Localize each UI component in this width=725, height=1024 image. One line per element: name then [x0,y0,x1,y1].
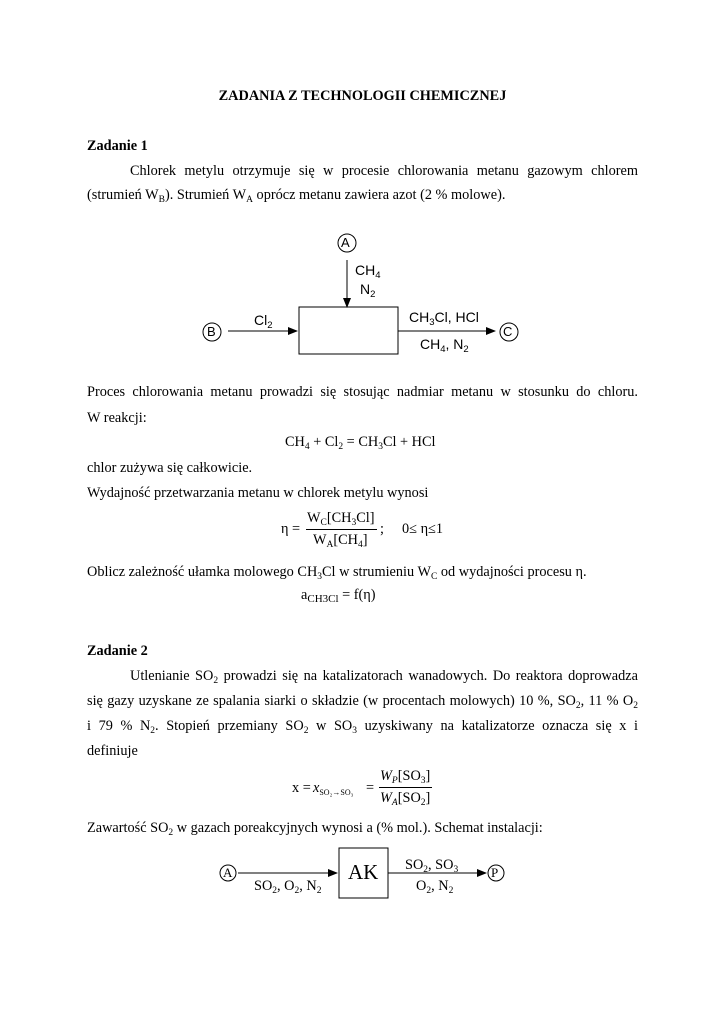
node-a-label: A [341,235,350,250]
task1-paragraph-5: Oblicz zależność ułamka molowego $CH_3Cl$ w strumieniu $W_C$ od wydajności procesu η. [87,564,587,582]
task2-heading: Zadanie 2 [87,643,148,659]
stream-a-n2: $N_2$ [360,281,376,300]
task1-paragraph-4: Wydajność przetwarzania metanu w chlorek metylu wynosi [87,485,429,501]
task2-line3: i 79 % $N_2$. Stopień przemiany $SO_2$ w $SO_3$ uzyskiwany na katalizatorze oznacza się x i [87,718,638,736]
eta-formula-lhs: η = [281,521,301,537]
x-formula-numerator: $W_P[SO_3]$ [380,768,431,786]
task2-line2: się gazy uzyskane ze spalania siarki o składzie (w procentach molowych) 10 %, $SO_2$, 11 % $O_2$ [87,693,638,711]
stream-p-top: $SO_2$, $SO_3$ [405,857,459,875]
task2-line5: Zawartość $SO_2$ w gazach poreakcyjnych wynosi a (% mol.). Schemat instalacji: [87,820,543,838]
page-title: ZADANIA Z TECHNOLOGII CHEMICZNEJ [218,88,507,104]
stream-c-bottom: $CH_4$, $N_2$ [420,336,469,355]
x-formula-denominator: $W_A[SO_2]$ [380,790,431,808]
task1-paragraph-3: chlor zużywa się całkowicie. [87,460,253,476]
task1-paragraph-2-line2: W reakcji: [87,410,147,426]
stream-b-cl2: $Cl_2$ [254,312,273,331]
x-formula-lhs: x = [292,780,311,796]
task2-line1: Utlenianie $SO_2$ prowadzi się na katalizatorach wanadowych. Do reaktora doprowadza [130,668,638,686]
eta-formula-semicolon: ; [380,521,384,537]
node-a2-label: A [223,865,233,880]
stream-p-bottom: $O_2$, $N_2$ [416,878,454,896]
ak-box-label: AK [348,860,379,884]
task2-line4: definiuje [87,743,138,759]
x-formula-x: $x_{SO_2\to SO_3}$ [313,780,354,797]
stream-a-ch4: $CH_4$ [355,262,381,281]
node-c-label: C [503,324,513,339]
task1-paragraph-line2: (strumień $W_B$). Strumień $W_A$ oprócz metanu zawiera azot (2 % molowe). [87,187,506,205]
node-p-label: P [491,865,499,880]
node-b-label: B [207,324,216,339]
function-expression: $a_{CH3Cl} = f(\eta)$ [301,587,376,605]
stream-c-top: $CH_3Cl$, HCl [409,309,479,328]
eta-formula-numerator: $W_C[CH_3Cl]$ [307,510,375,528]
task1-paragraph-line1: Chlorek metylu otrzymuje się w procesie chlorowania metanu gazowym chlorem [130,163,638,179]
eta-range: 0≤ η≤1 [402,521,444,537]
task1-heading: Zadanie 1 [87,138,148,154]
task1-paragraph-2-line1: Proces chlorowania metanu prowadzi się stosując nadmiar metanu w stosunku do chloru. [87,384,638,400]
x-formula-eq: = [366,780,375,796]
stream-a2-in: $SO_2$, $O_2$, $N_2$ [254,878,322,896]
reaction-equation: $CH_4 + Cl_2 = CH_3Cl$ + HCl [285,434,436,452]
eta-formula-denominator: $W_A[CH_4]$ [313,532,368,550]
